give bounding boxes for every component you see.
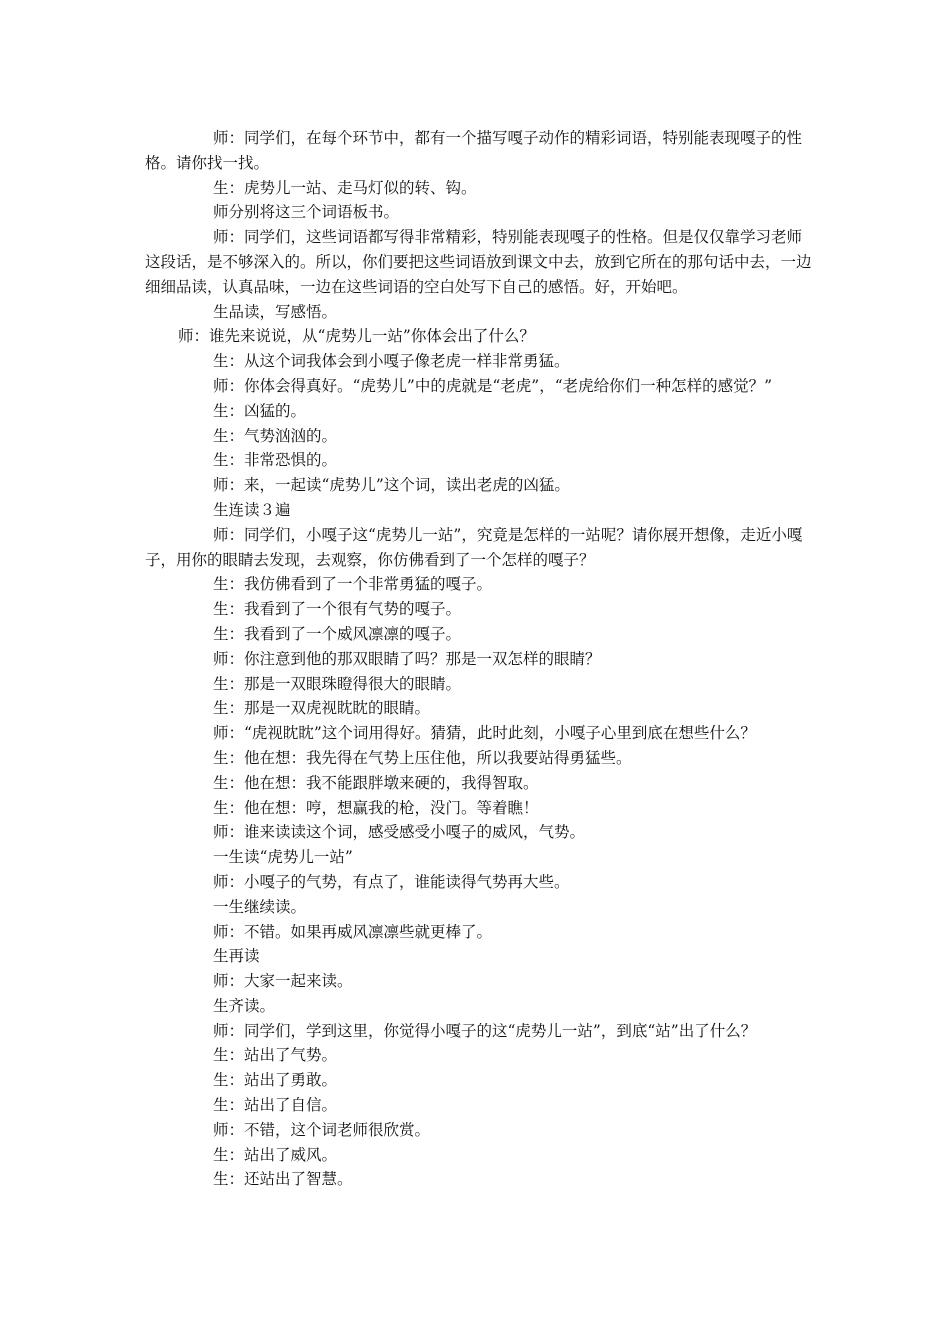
transcript-paragraph: 生：我看到了一个威风凛凛的嘎子。: [213, 624, 462, 643]
transcript-paragraph: 生：他在想：哼，想赢我的枪，没门。等着瞧！: [213, 798, 539, 817]
transcript-paragraph: 生：我仿佛看到了一个非常勇猛的嘎子。: [213, 575, 493, 594]
transcript-paragraph: 生品读，写感悟。: [213, 302, 338, 321]
transcript-paragraph: 生：凶猛的。: [213, 401, 307, 420]
transcript-paragraph: 生：那是一双眼珠瞪得很大的眼睛。: [213, 674, 462, 693]
transcript-paragraph: 师：你注意到他的那双眼睛了吗？那是一双怎样的眼睛？: [213, 649, 601, 668]
transcript-paragraph: 生再读: [213, 947, 260, 966]
transcript-paragraph: 师：谁先来说说，从“虎势儿一站”你体会出了什么？: [178, 327, 535, 346]
transcript-paragraph: 师：不错。如果再威风凛凛些就更棒了。: [213, 922, 493, 941]
transcript-paragraph: 师：同学们，小嘎子这“虎势儿一站”，究竟是怎样的一站呢？请你展开想像，走近小嘎子，用你的眼睛去发现，去观察，你仿佛看到了一个怎样的嘎子？: [145, 525, 803, 569]
transcript-paragraph: 生：他在想：我不能跟胖墩来硬的，我得智取。: [213, 773, 539, 792]
transcript-paragraph: 生：非常恐惧的。: [213, 451, 338, 470]
transcript-paragraph: 生：站出了气势。: [213, 1046, 338, 1065]
transcript-paragraph: 师：同学们，在每个环节中，都有一个描写嘎子动作的精彩词语，特别能表现嘎子的性格。请你找一找。: [145, 129, 803, 172]
transcript-paragraph: 生：气势汹汹的。: [213, 426, 338, 445]
transcript-paragraph: 生齐读。: [213, 996, 276, 1015]
transcript-paragraph: 生：从这个词我体会到小嘎子像老虎一样非常勇猛。: [213, 352, 570, 371]
transcript-paragraph: 师：你体会得真好。“虎势儿”中的虎就是“老虎”，“老虎给你们一种怎样的感觉？”: [213, 376, 773, 395]
transcript-paragraph: 师：同学们，学到这里，你觉得小嘎子的这“虎势儿一站”，到底“站”出了什么？: [213, 1021, 757, 1040]
transcript-paragraph: 一生继续读。: [213, 897, 307, 916]
transcript-paragraph: 师：同学们，这些词语都写得非常精彩，特别能表现嘎子的性格。但是仅仅靠学习老师这段话，是不够深入的。所以，你们要把这些词语放到课文中去，放到它所在的那句话中去，一边细细品读，认真品味，一边在这些词语的空白处写下自己的感悟。好，开始吧。: [145, 228, 812, 296]
transcript-paragraph: 师：谁来读读这个词，感受感受小嘎子的威风，气势。: [213, 823, 586, 842]
transcript-paragraph: 生：那是一双虎视眈眈的眼睛。: [213, 699, 431, 718]
transcript-paragraph: 生：还站出了智慧。: [213, 1170, 353, 1189]
transcript-paragraph: 师：小嘎子的气势，有点了，谁能读得气势再大些。: [213, 872, 570, 891]
transcript-paragraph: 师：“虎视眈眈”这个词用得好。猜猜，此时此刻，小嘎子心里到底在想些什么？: [213, 724, 756, 743]
transcript-paragraph: 师分别将这三个词语板书。: [213, 203, 400, 222]
lesson-transcript: [145, 126, 813, 1192]
transcript-paragraph: 一生读“虎势儿一站”: [213, 848, 353, 867]
transcript-paragraph: 生：他在想：我先得在气势上压住他，所以我要站得勇猛些。: [213, 748, 632, 767]
transcript-paragraph: 师：不错，这个词老师很欣赏。: [213, 1120, 431, 1139]
transcript-paragraph: 生：我看到了一个很有气势的嘎子。: [213, 600, 462, 619]
transcript-paragraph: 生：虎势儿一站、走马灯似的转、钩。: [213, 178, 477, 197]
transcript-paragraph: 生连读３遍: [213, 500, 291, 519]
transcript-paragraph: 师：大家一起来读。: [213, 972, 353, 991]
transcript-paragraph: 生：站出了威风。: [213, 1145, 338, 1164]
transcript-paragraph: 生：站出了勇敢。: [213, 1071, 338, 1090]
transcript-paragraph: 师：来，一起读“虎势儿”这个词，读出老虎的凶猛。: [213, 476, 570, 495]
transcript-paragraph: 生：站出了自信。: [213, 1096, 338, 1115]
